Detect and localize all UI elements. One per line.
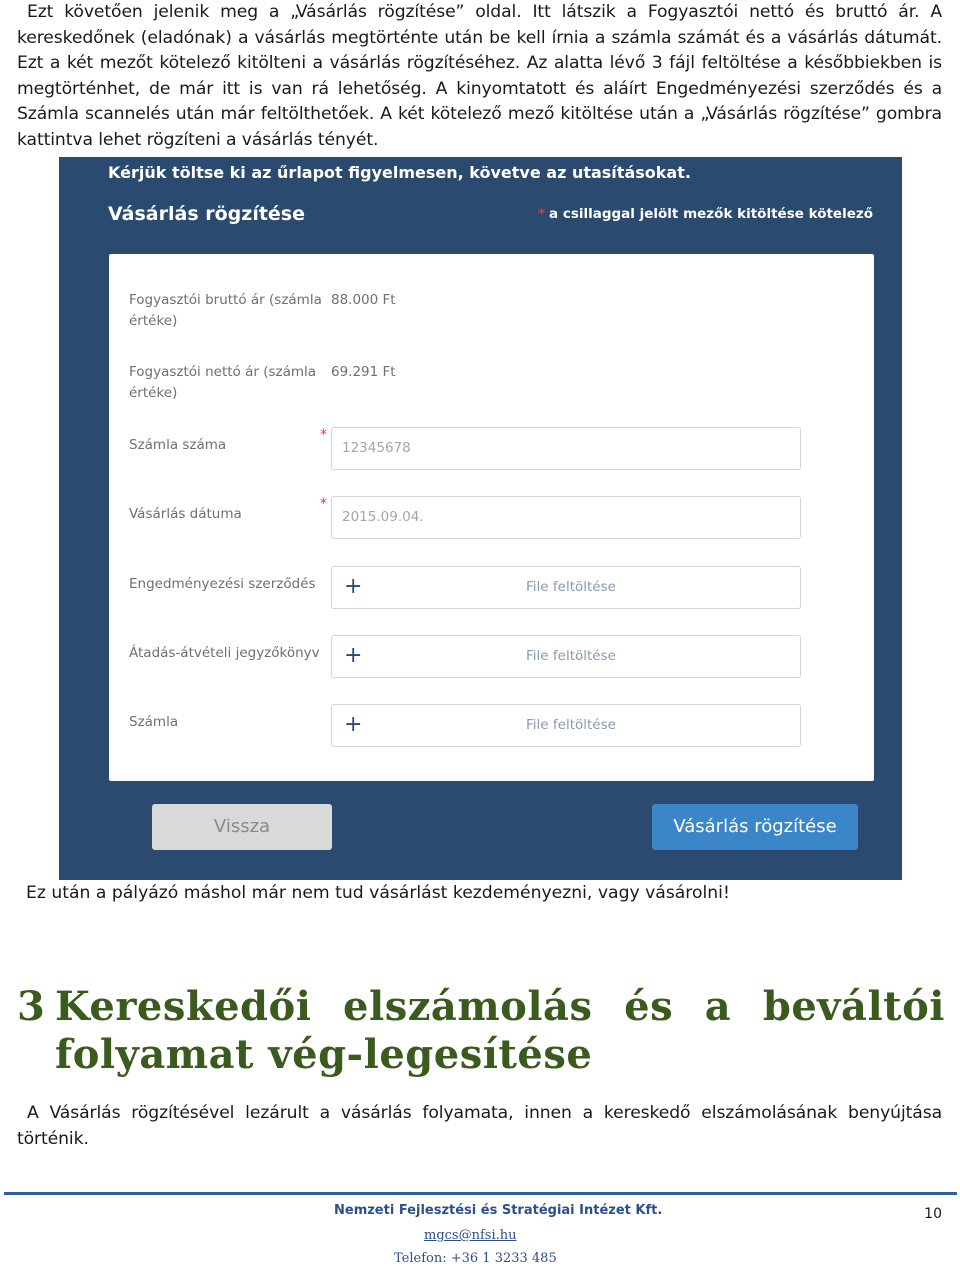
net-price-label: Fogyasztói nettó ár (számla értéke)	[129, 364, 317, 401]
intro-paragraph: Ezt követően jelenik meg a „Vásárlás rögzítése” oldal. Itt látszik a Fogyasztói nettó és bruttó ár. A kereskedőnek (eladónak) a vásárlás megtörténte után be kell írnia a számla számát és a vásárlás dátumát. Ezt a két mezőt kötelező kitölteni a vásárlás rögzítéséhez. Az alatta lévő 3 fájl feltöltése a későbbiekben is megtörténhet, de már itt is van rá lehetőség. A kinyomtatott és aláírt Engedményezési szerződés és a Számla scannelés után már feltölthetőek. A két kötelező mező kitöltése után a „Vásárlás rögzítése” gombra kattintva lehet rögzíteni a vásárlás tényét.	[17, 2, 942, 150]
required-star: *	[320, 427, 327, 443]
upload-button-invoice[interactable]	[331, 704, 801, 747]
net-price-value: 69.291 Ft	[331, 364, 396, 380]
upload-button-handover-protocol[interactable]	[331, 635, 801, 678]
upload-label: Átadás-átvételi jegyzőkönyv	[129, 645, 320, 661]
submit-purchase-button[interactable]: Vásárlás rögzítése	[652, 804, 858, 850]
purchase-date-input[interactable]	[331, 496, 801, 539]
required-star: *	[320, 496, 327, 512]
purchase-date-placeholder: 2015.09.04.	[342, 509, 424, 525]
required-star: *	[537, 206, 546, 222]
footer-organization: Nemzeti Fejlesztési és Stratégiai Intézet Kft.	[334, 1203, 663, 1218]
form-panel	[109, 254, 874, 781]
page-number: 10	[924, 1206, 942, 1222]
invoice-number-input[interactable]	[331, 427, 801, 470]
section-number: 3	[17, 983, 46, 1030]
upload-button-label: File feltöltése	[526, 579, 616, 595]
upload-button-label: File feltöltése	[526, 717, 616, 733]
after-text: Ez után a pályázó máshol már nem tud vásárlást kezdeményezni, vagy vásárolni!	[26, 883, 730, 903]
upload-label: Számla	[129, 714, 179, 730]
plus-icon: +	[344, 712, 363, 737]
footer-email-link[interactable]: mgcs@nfsi.hu	[424, 1228, 517, 1243]
form-screenshot	[59, 157, 902, 880]
form-title: Vásárlás rögzítése	[108, 203, 306, 225]
upload-button-assignment-contract[interactable]	[331, 566, 801, 609]
required-note-text: a csillaggal jelölt mezők kitöltése kötelező	[549, 206, 873, 222]
footer-phone: Telefon: +36 1 3233 485	[394, 1251, 557, 1266]
gross-price-value: 88.000 Ft	[331, 292, 396, 308]
required-note	[538, 206, 873, 222]
upload-label: Engedményezési szerződés	[129, 576, 316, 592]
back-button[interactable]: Vissza	[152, 804, 332, 850]
purchase-date-label: Vásárlás dátuma	[129, 506, 242, 522]
outro-paragraph: A Vásárlás rögzítésével lezárult a vásárlás folyamata, innen a kereskedő elszámolásának benyújtása történik.	[17, 1103, 942, 1149]
gross-price-label: Fogyasztói bruttó ár (számla értéke)	[129, 292, 322, 329]
upload-button-label: File feltöltése	[526, 648, 616, 664]
invoice-number-placeholder: 12345678	[342, 440, 411, 456]
plus-icon: +	[344, 643, 363, 668]
invoice-number-label: Számla száma	[129, 437, 227, 453]
form-instruction: Kérjük töltse ki az űrlapot figyelmesen, követve az utasításokat.	[108, 163, 691, 182]
section-title: Kereskedői elszámolás és a beváltói folyamat vég-legesítése	[55, 983, 945, 1078]
plus-icon: +	[344, 574, 363, 599]
footer-divider	[4, 1192, 957, 1195]
